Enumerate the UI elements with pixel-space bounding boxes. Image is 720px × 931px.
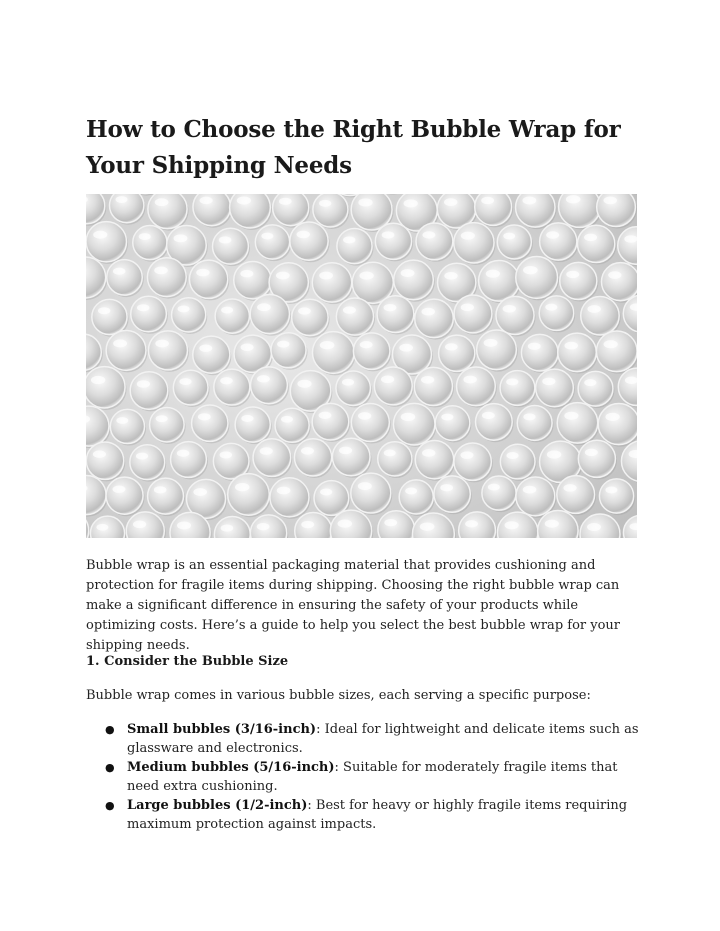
bubble	[271, 333, 306, 368]
bubble-wrap-image	[86, 194, 637, 538]
bubble-highlight	[221, 525, 234, 532]
bubble-highlight	[241, 344, 254, 351]
bubble-highlight	[382, 231, 395, 238]
bubble	[312, 403, 349, 440]
list-item-desc: : Ideal for lightweight and delicate items such as glassware and electronics.	[127, 722, 639, 756]
bubble-highlight	[503, 305, 516, 313]
bubble-highlight	[319, 200, 331, 207]
bubble	[255, 225, 289, 259]
bubble	[106, 477, 143, 514]
bubble	[92, 299, 127, 334]
bubble-highlight	[116, 196, 128, 203]
bullet-icon: ●	[105, 761, 115, 774]
bubble	[351, 404, 389, 442]
bubble-highlight	[154, 486, 167, 493]
bubble-highlight	[488, 484, 500, 491]
list-item-term: Large bubbles (1/2-inch)	[127, 798, 308, 813]
bubble-highlight	[624, 235, 637, 243]
bubble-highlight	[342, 379, 354, 386]
bubble-highlight	[587, 305, 600, 313]
bubble-highlight	[199, 344, 212, 351]
bubble	[107, 260, 142, 295]
bubble-highlight	[401, 269, 415, 277]
bubble	[235, 407, 270, 442]
bubble-highlight	[137, 304, 149, 311]
bubble	[517, 406, 552, 441]
bubble	[521, 334, 558, 371]
bubble	[578, 371, 613, 406]
bubble	[292, 299, 328, 335]
bubble-highlight	[93, 450, 106, 457]
bubble	[150, 407, 185, 442]
bubble-highlight	[608, 271, 621, 279]
bubble-highlight	[584, 379, 596, 386]
bubble	[193, 336, 230, 373]
bubble-highlight	[444, 272, 457, 280]
bubble	[516, 257, 558, 299]
bubble	[314, 481, 349, 516]
bubble-highlight	[441, 414, 453, 421]
bubble	[275, 408, 309, 442]
bubble	[86, 442, 123, 479]
bubble	[110, 409, 144, 443]
bubble	[439, 335, 475, 371]
bubble-highlight	[605, 413, 619, 421]
bubble-highlight	[505, 521, 519, 529]
bubble	[399, 480, 433, 514]
bubble	[516, 477, 555, 516]
bubble-highlight	[301, 521, 314, 528]
bubble	[500, 444, 535, 479]
bubble	[434, 476, 470, 512]
bubble-highlight	[193, 488, 207, 496]
bubble-highlight	[405, 488, 417, 495]
section-heading: 1. Consider the Bubble Size	[86, 654, 289, 669]
bubble-highlight	[587, 523, 601, 531]
bubble-highlight	[220, 451, 232, 458]
bubble	[148, 194, 187, 229]
bubble	[189, 260, 227, 298]
bubble	[312, 332, 354, 374]
list-item-large	[86, 796, 646, 834]
bubble-highlight	[564, 412, 578, 420]
bubble	[578, 440, 615, 477]
bubble-highlight	[545, 304, 557, 311]
bubble	[313, 194, 348, 227]
bubble	[454, 295, 492, 333]
bubble-highlight	[196, 269, 209, 277]
bubble	[130, 445, 165, 480]
bubble-highlight	[319, 412, 332, 419]
bubble	[270, 478, 309, 517]
bubble	[415, 299, 454, 338]
bubble-highlight	[542, 378, 555, 386]
bubble-highlight	[320, 488, 332, 495]
bubble-highlight	[261, 233, 273, 240]
bubble	[192, 405, 228, 441]
bubble	[539, 296, 573, 330]
bubble	[133, 225, 167, 259]
bubble-highlight	[177, 450, 190, 457]
bubble	[131, 296, 167, 332]
bubble-highlight	[603, 197, 617, 205]
list-item-desc: : Suitable for moderately fragile items that need extra cushioning.	[127, 760, 618, 794]
bubble	[336, 298, 373, 335]
list-item-term: Medium bubbles (5/16-inch)	[127, 760, 335, 775]
bubble-highlight	[237, 196, 251, 204]
list-item-term: Small bubbles (3/16-inch)	[127, 722, 317, 737]
bubble-highlight	[604, 340, 618, 348]
bubble-highlight	[235, 483, 250, 491]
bubble-highlight	[545, 520, 559, 528]
bubble	[435, 406, 470, 441]
bubble-highlight	[257, 303, 271, 311]
bubble	[312, 263, 351, 302]
list-item-desc: : Best for heavy or highly fragile items requiring maximum protection against impacts.	[127, 798, 628, 832]
bubble	[482, 476, 516, 510]
bubble	[86, 222, 126, 262]
bubble-highlight	[444, 198, 457, 206]
bubble-highlight	[301, 447, 314, 454]
bubble-highlight	[566, 195, 581, 203]
bubble	[557, 476, 595, 514]
bubble-highlight	[139, 233, 151, 240]
bubble	[476, 404, 513, 441]
bubble-highlight	[460, 451, 473, 458]
bubble-highlight	[260, 447, 273, 455]
bubble	[598, 404, 637, 445]
bubble-highlight	[277, 341, 289, 348]
bubble	[416, 223, 453, 260]
bubble-highlight	[96, 524, 108, 531]
bubble-highlight	[155, 340, 169, 348]
bubble	[148, 331, 187, 370]
bubble-highlight	[156, 415, 168, 422]
bubble-highlight	[359, 272, 373, 280]
bubble-highlight	[384, 450, 396, 457]
bubble	[147, 258, 186, 297]
bubble-highlight	[482, 412, 495, 419]
bubble-highlight	[113, 485, 126, 492]
bubble-highlight	[339, 447, 352, 455]
bubble-highlight	[113, 268, 125, 275]
bubble-highlight	[281, 416, 293, 423]
bubble-highlight	[257, 523, 270, 530]
bubble-highlight	[465, 520, 478, 527]
bubble-highlight	[384, 519, 397, 526]
bubble-highlight	[605, 487, 617, 494]
bubble	[273, 194, 309, 226]
bubble-highlight	[276, 272, 290, 280]
bubble-highlight	[522, 197, 536, 205]
bubble-highlight	[241, 415, 253, 422]
bubble-highlight	[179, 378, 191, 385]
bubble-highlight	[523, 413, 535, 420]
bubble-highlight	[240, 270, 253, 277]
bubble-highlight	[319, 272, 333, 280]
bubble-highlight	[343, 236, 355, 243]
bubble-highlight	[113, 339, 127, 347]
bubble	[393, 403, 435, 445]
bubble-highlight	[422, 449, 435, 457]
bubble	[290, 222, 328, 260]
bubble-highlight	[219, 236, 232, 243]
bubble	[250, 294, 289, 333]
bubble-highlight	[133, 520, 146, 528]
bubble	[454, 223, 494, 263]
bubble	[496, 296, 534, 334]
bubble	[557, 403, 598, 444]
bubble-highlight	[320, 341, 335, 349]
bubble	[215, 299, 249, 333]
bubble	[228, 474, 270, 516]
bubble	[394, 260, 434, 300]
bubble	[332, 438, 370, 476]
bubble-highlight	[360, 341, 373, 348]
bubble	[353, 333, 390, 370]
bubble-highlight	[257, 375, 270, 382]
bubble	[253, 439, 291, 477]
bubble-highlight	[401, 413, 416, 421]
bubble-highlight	[546, 231, 559, 238]
bubble	[599, 479, 633, 513]
bubble-highlight	[422, 231, 435, 238]
bubble-highlight	[528, 343, 541, 350]
bubble-highlight	[98, 307, 110, 314]
bubble	[234, 261, 271, 298]
bubble	[454, 443, 491, 480]
bubble	[560, 262, 597, 299]
bubble-highlight	[484, 339, 498, 347]
bubble-highlight	[174, 234, 188, 242]
bubble	[414, 367, 452, 405]
bubble-highlight	[445, 343, 458, 350]
bubble-highlight	[506, 378, 518, 385]
list-item-small	[86, 720, 646, 758]
bubble-wrap-photo-icon	[86, 194, 637, 538]
bubble-highlight	[154, 267, 168, 275]
bubble-highlight	[358, 198, 372, 206]
bubble-highlight	[338, 519, 352, 527]
bubble	[213, 228, 249, 264]
bubble	[374, 367, 412, 405]
bubble	[500, 371, 535, 406]
bubble-highlight	[486, 270, 500, 278]
bubble-highlight	[93, 231, 107, 239]
bubble	[130, 372, 168, 410]
bullet-icon: ●	[105, 723, 115, 736]
bubble	[106, 330, 146, 370]
bubble-highlight	[404, 199, 418, 207]
bubble	[577, 225, 614, 262]
bubble-highlight	[563, 484, 576, 492]
bubble	[86, 367, 125, 408]
bubble-highlight	[297, 231, 310, 239]
bubble-highlight	[461, 232, 475, 240]
bubble	[581, 297, 619, 335]
bubble-highlight	[279, 198, 292, 205]
bubble-highlight	[221, 307, 233, 314]
bubble-highlight	[481, 197, 494, 204]
bubble	[294, 439, 331, 476]
bubble-highlight	[381, 376, 394, 384]
bubble-highlight	[343, 306, 356, 313]
bubble-highlight	[358, 482, 372, 490]
bubble-highlight	[136, 453, 148, 460]
bubble	[337, 228, 372, 263]
bubble-highlight	[547, 450, 562, 458]
bubble	[477, 330, 517, 370]
bullet-icon: ●	[105, 799, 115, 812]
bubble	[375, 223, 411, 259]
bubble-highlight	[298, 307, 311, 314]
bubble	[536, 369, 574, 407]
bubble	[415, 440, 453, 478]
bubble-highlight	[178, 305, 190, 312]
bubble-highlight	[198, 413, 211, 420]
bubble	[601, 263, 637, 301]
bubble-highlight	[177, 521, 191, 529]
bubble	[378, 442, 412, 476]
bubble-highlight	[440, 484, 453, 491]
bubble	[558, 333, 597, 372]
section-lead: Bubble wrap comes in various bubble sizes, each serving a specific purpose:	[86, 688, 591, 703]
bubble	[596, 331, 637, 372]
bubble-highlight	[399, 344, 413, 352]
bubble-highlight	[566, 271, 579, 278]
bubble-highlight	[506, 452, 518, 459]
bubble	[251, 367, 288, 404]
list-item-medium	[86, 758, 646, 796]
bubble-highlight	[384, 304, 397, 311]
bubble	[214, 369, 250, 405]
bubble-highlight	[137, 380, 150, 388]
bubble-highlight	[461, 304, 474, 312]
bubble-highlight	[155, 198, 169, 206]
bubble	[540, 223, 577, 260]
bubble-highlight	[420, 522, 435, 530]
bubble-highlight	[523, 486, 537, 494]
bubble	[336, 371, 370, 405]
bubble-highlight	[523, 266, 538, 274]
bubble-highlight	[463, 376, 477, 384]
bubble	[351, 473, 391, 513]
bubble-highlight	[116, 417, 128, 424]
bubble-highlight	[421, 376, 434, 384]
bubble-highlight	[503, 233, 515, 240]
bubble	[148, 478, 184, 514]
bubble-highlight	[91, 376, 105, 384]
bubble-highlight	[358, 412, 371, 420]
bubble-highlight	[585, 449, 598, 456]
bubble	[377, 296, 414, 333]
bubble	[457, 367, 496, 406]
bubble-highlight	[200, 197, 213, 205]
article-title: How to Choose the Right Bubble Wrap for Your Shipping Needs	[86, 116, 621, 179]
bubble	[172, 298, 206, 332]
bubble	[171, 442, 207, 478]
bubble-highlight	[421, 308, 434, 316]
bubble	[173, 370, 208, 405]
bubble-highlight	[277, 487, 291, 495]
bubble-highlight	[297, 380, 311, 388]
bubble-size-list	[86, 720, 646, 834]
bubble-highlight	[220, 377, 233, 384]
bubble	[479, 260, 520, 301]
bubble-highlight	[564, 342, 577, 350]
bubble-highlight	[584, 234, 597, 241]
intro-paragraph: Bubble wrap is an essential packaging material that provides cushioning and protection for fragile items during shipping. Choosing the right bubble wrap can make a significant difference in ensuring the safety of your products while optimizing costs. Here’s a guide to help you select the best bubble wrap for your shipping needs.	[86, 558, 621, 653]
bubble	[497, 225, 531, 259]
